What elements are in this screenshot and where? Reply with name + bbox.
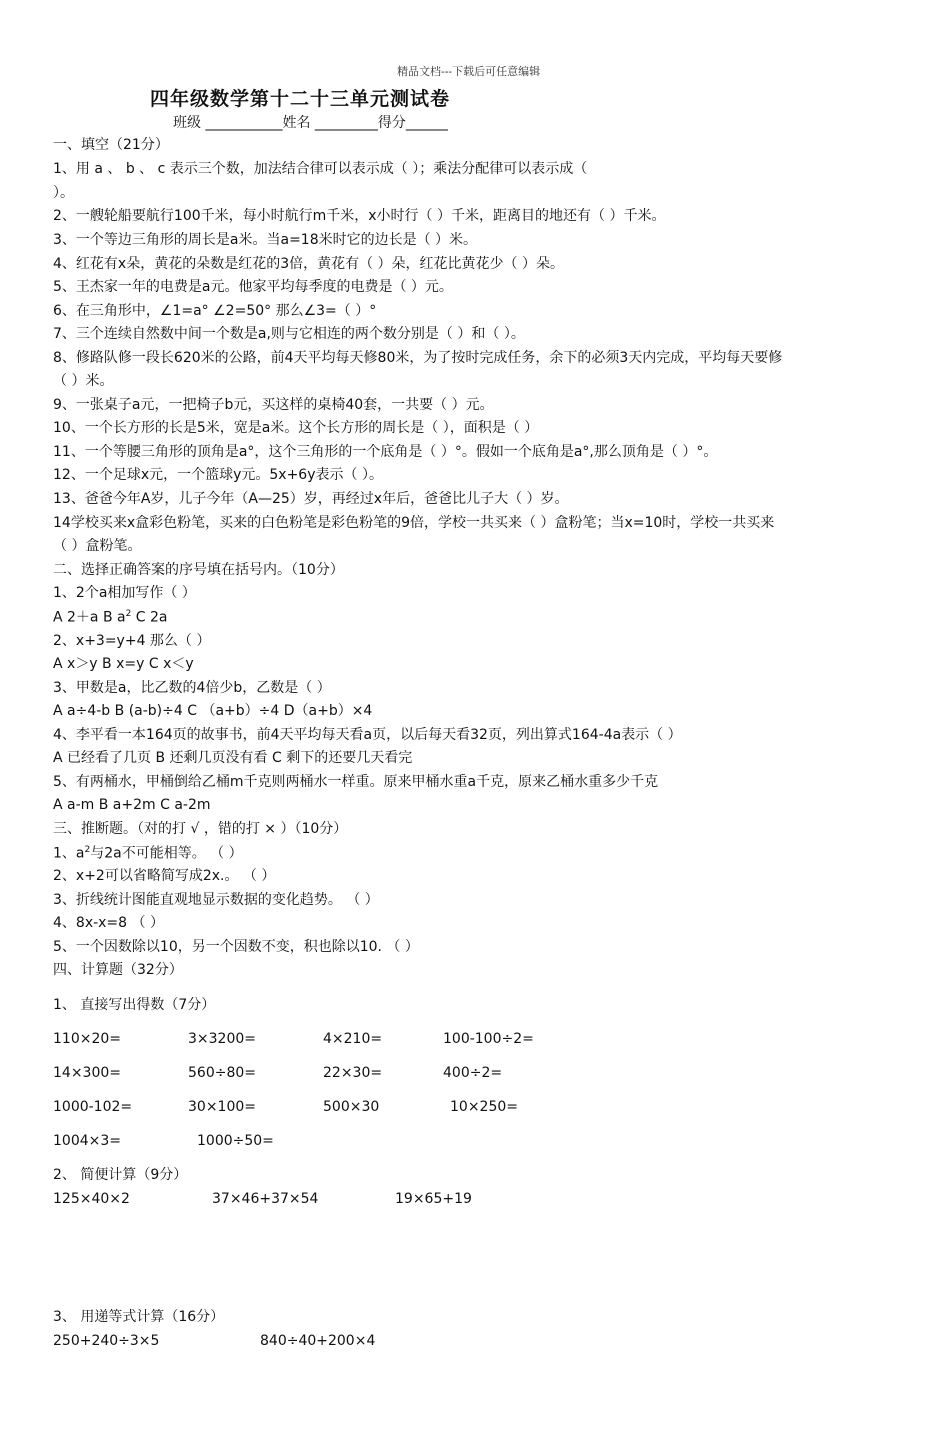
s2-question-1: 1、2个a相加写作（ ）	[53, 585, 196, 601]
calc-item: 400÷2=	[443, 1065, 503, 1081]
s2-q1-options-text: A 2＋a B a	[53, 609, 126, 626]
step-calc-item: 250+240÷3×5	[53, 1333, 160, 1349]
s1-question-12: 12、一个足球x元，一个篮球y元。5x+6y表示（ ）。	[53, 467, 383, 483]
section-2-heading: 二、选择正确答案的序号填在括号内。（10分）	[53, 562, 344, 578]
calc-item: 30×100=	[188, 1099, 256, 1115]
step-calc-item: 840÷40+200×4	[260, 1333, 376, 1349]
s4-sub-3-heading: 3、 用递等式计算（16分）	[53, 1309, 225, 1325]
calc-item: 1000÷50=	[197, 1133, 274, 1149]
s1-question-1: 1、用 a 、 b 、 c 表示三个数，加法结合律可以表示成（ ）；乘法分配律可以表示成（	[53, 161, 588, 177]
s3-question-3: 3、折线统计图能直观地显示数据的变化趋势。 （ ）	[53, 892, 379, 908]
simplify-item: 37×46+37×54	[212, 1191, 319, 1207]
calc-item: 1004×3=	[53, 1133, 121, 1149]
s4-sub-2-heading: 2、 简便计算（9分）	[53, 1167, 188, 1183]
s2-question-2-options: A x＞y B x=y C x＜y	[53, 656, 194, 672]
superscript-2: 2	[84, 845, 91, 855]
s3-question-1	[53, 846, 243, 861]
s1-question-9: 9、一张桌子a元，一把椅子b元，买这样的桌椅40套，一共要（ ）元。	[53, 397, 494, 413]
section-1-heading: 一、填空（21分）	[53, 137, 169, 153]
s3-q1-rest: 与2a不可能相等。 （ ）	[90, 845, 243, 862]
s1-question-10: 10、一个长方形的长是5米，宽是a米。这个长方形的周长是（ ），面积是（ ）	[53, 420, 539, 436]
s1-question-8-cont: （ ）米。	[53, 373, 114, 389]
s1-question-1-cont: ）。	[53, 185, 74, 201]
calc-item: 22×30=	[323, 1065, 383, 1081]
s1-question-6: 6、在三角形中，∠1=a° ∠2=50° 那么∠3=（ ）°	[53, 303, 377, 319]
s1-question-11: 11、一个等腰三角形的顶角是a°，这个三角形的一个底角是（ ）°。假如一个底角是a°,那么顶角是（ ）°。	[53, 444, 718, 460]
s3-q1-start: 1、a	[53, 845, 85, 862]
s1-question-14-cont: （ ）盒粉笔。	[53, 538, 142, 554]
s1-question-2: 2、一艘轮船要航行100千米，每小时航行m千米，x小时行（ ）千米，距离目的地还有（ ）千米。	[53, 208, 666, 224]
s2-q1-options-tail: C 2a	[131, 609, 168, 626]
s2-question-3: 3、甲数是a，比乙数的4倍少b，乙数是（ ）	[53, 680, 331, 696]
calc-item: 100-100÷2=	[443, 1031, 534, 1047]
simplify-item: 125×40×2	[53, 1191, 130, 1207]
section-4-heading: 四、计算题（32分）	[53, 962, 183, 978]
calc-item: 10×250=	[450, 1099, 518, 1115]
calc-item: 560÷80=	[188, 1065, 256, 1081]
section-3-heading: 三、推断题。（对的打 √ ，错的打 × ）（10分）	[53, 821, 348, 837]
s2-question-5-options: A a-m B a+2m C a-2m	[53, 797, 211, 813]
s2-question-2: 2、x+3=y+4 那么（ ）	[53, 633, 211, 649]
s1-question-5: 5、王杰家一年的电费是a元。他家平均每季度的电费是（ ）元。	[53, 279, 453, 295]
calc-item: 500×30	[323, 1099, 380, 1115]
s1-question-8: 8、修路队修一段长620米的公路，前4天平均每天修80米，为了按时完成任务，余下的必须3天内完成，平均每天要修	[53, 350, 783, 366]
s2-question-1-options	[53, 610, 168, 625]
exam-title: 四年级数学第十二十三单元测试卷	[150, 88, 451, 110]
student-info-line: 班级 ___________姓名 _________得分______	[173, 115, 448, 131]
calc-item: 4×210=	[323, 1031, 383, 1047]
calc-item: 110×20=	[53, 1031, 121, 1047]
calc-item: 14×300=	[53, 1065, 121, 1081]
s2-question-4-options: A 已经看了几页 B 还剩几页没有看 C 剩下的还要几天看完	[53, 750, 413, 766]
s3-question-5: 5、一个因数除以10，另一个因数不变，积也除以10. （ ）	[53, 939, 419, 955]
s4-sub-1-heading: 1、 直接写出得数（7分）	[53, 997, 216, 1013]
s2-question-3-options: A a÷4-b B (a-b)÷4 C （a+b）÷4 D（a+b）×4	[53, 703, 373, 719]
superscript-2: 2	[125, 609, 132, 619]
s1-question-3: 3、一个等边三角形的周长是a米。当a=18米时它的边长是（ ）米。	[53, 232, 478, 248]
calc-item: 3×3200=	[188, 1031, 256, 1047]
s1-question-13: 13、爸爸今年A岁，儿子今年（A—25）岁，再经过x年后，爸爸比儿子大（ ）岁。	[53, 491, 569, 507]
calc-item: 1000-102=	[53, 1099, 133, 1115]
s2-question-5: 5、有两桶水，甲桶倒给乙桶m千克则两桶水一样重。原来甲桶水重a千克，原来乙桶水重多少千克	[53, 774, 659, 790]
s1-question-14: 14学校买来x盒彩色粉笔，买来的白色粉笔是彩色粉笔的9倍，学校一共买来（ ）盒粉笔；当x=10时，学校一共买来	[53, 515, 775, 531]
s2-question-4: 4、李平看一本164页的故事书，前4天平均每天看a页，以后每天看32页，列出算式164-4a表示（ ）	[53, 727, 682, 743]
s3-question-2: 2、x+2可以省略简写成2x.。 （ ）	[53, 868, 276, 884]
simplify-item: 19×65+19	[395, 1191, 472, 1207]
s1-question-7: 7、三个连续自然数中间一个数是a,则与它相连的两个数分别是（ ）和（ ）。	[53, 326, 525, 342]
header-note: 精品文档---下载后可任意编辑	[397, 65, 541, 78]
s3-question-4: 4、8x-x=8 （ ）	[53, 915, 164, 931]
s1-question-4: 4、红花有x朵，黄花的朵数是红花的3倍，黄花有（ ）朵，红花比黄花少（ ）朵。	[53, 256, 564, 272]
